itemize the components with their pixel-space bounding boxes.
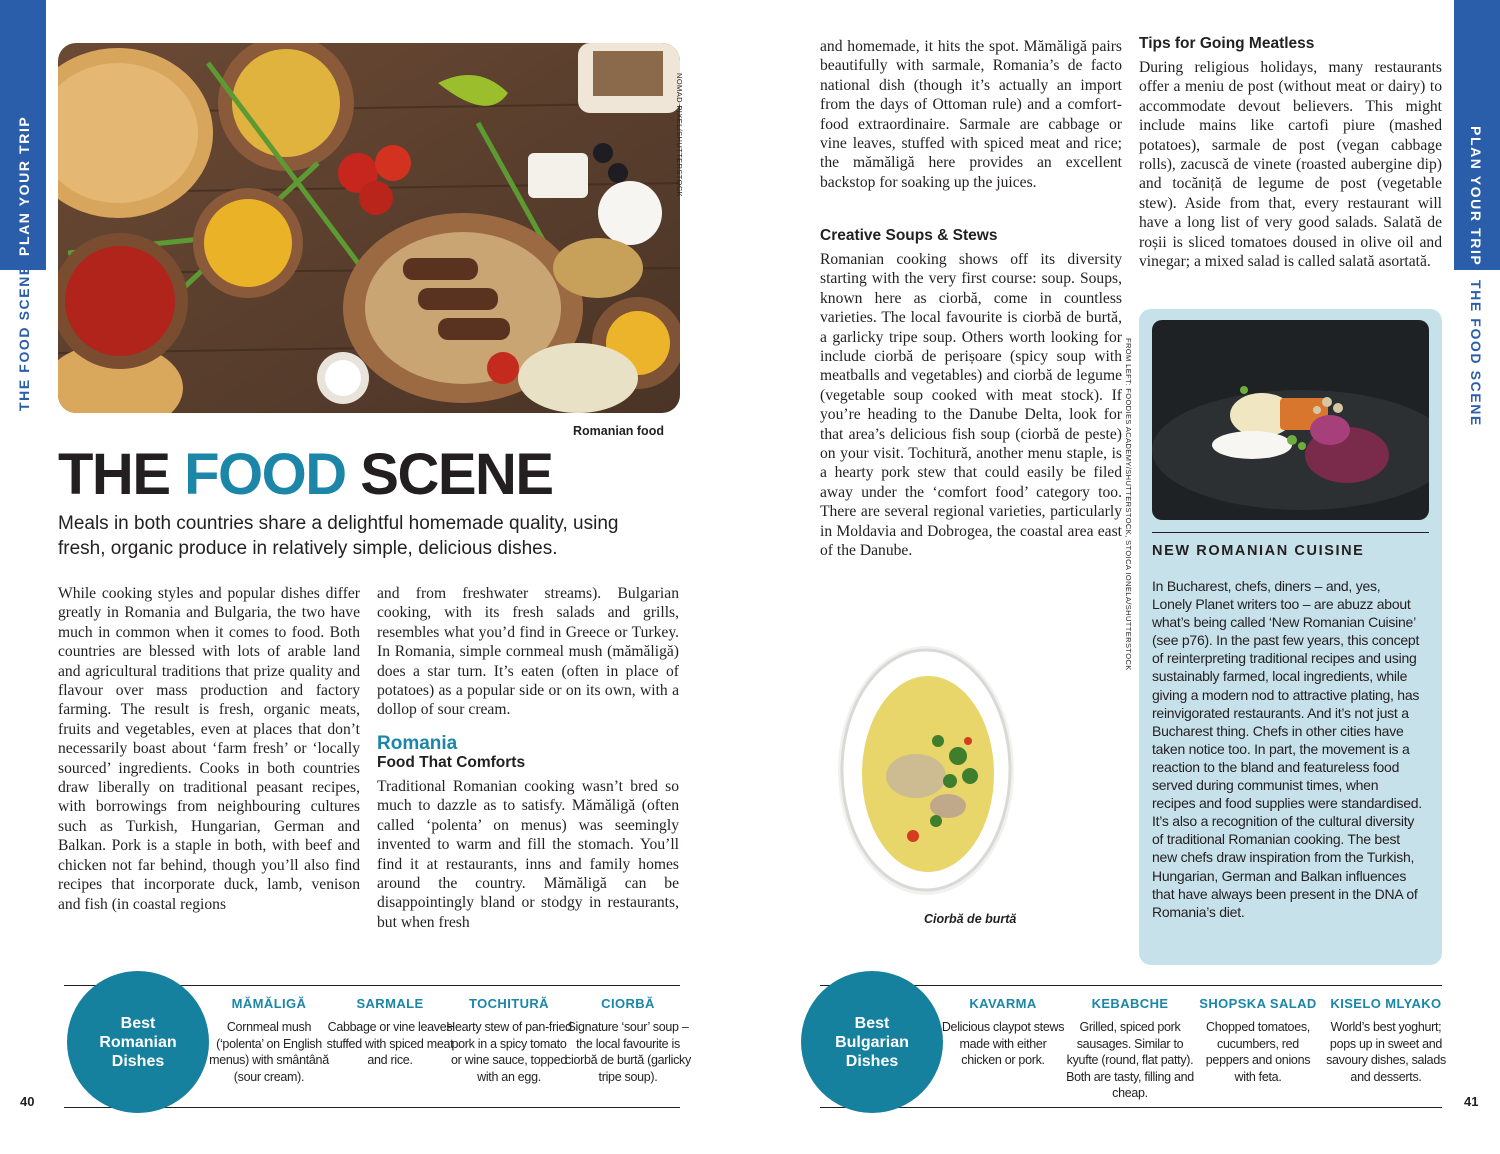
right-section-label: PLAN YOUR TRIP [1468, 126, 1484, 267]
soup-photo [838, 646, 1014, 895]
romanian-dish [326, 996, 454, 1069]
dish-name: KAVARMA [969, 996, 1037, 1011]
best-bulgarian-label: Best Bulgarian Dishes [835, 1014, 909, 1070]
dish-description: Grilled, spiced pork sausages. Similar to kyufte (round, flat patty). Both are tasty, filling and cheap. [1066, 1020, 1194, 1101]
dish-name: KEBABCHE [1091, 996, 1169, 1011]
body-column-1: While cooking styles and popular dishes differ greatly in Romania and Bulgaria, the two have much in common when it comes to food. Both countries are blessed with lots of arable land and agricultural traditions that prize quality and flavour over mass production and factory farming. The result is fresh, organic meats, fruits and vegetables, even at places that don’t necessarily boast about ‘farm fresh’ or ‘locally sourced’ ingredients. Cooks in both countries draw liberally on traditional peasant recipes, with borrowings from neighbouring cultures such as Turkish, Hungarian, German and Balkan. Pork is a staple in both, with beef and chicken not far behind, though you’ll also find recipes that incorporate duck, lamb, venison and fish (in coastal regions [58, 585, 360, 913]
new-romanian-cuisine-box [1139, 309, 1442, 965]
dish-name: SARMALE [356, 996, 424, 1011]
middle-photo-credit: FROM LEFT: FOODIES ACADEMY/SHUTTERSTOCK, STOICA IONELA/SHUTTERSTOCK [1124, 338, 1133, 671]
dish-description: Cornmeal mush (‘polenta’ on English menus) with smântână (sour cream). [209, 1020, 329, 1084]
soup-caption: Ciorbă de burtă [924, 912, 1017, 926]
intro-text: Meals in both countries share a delightful homemade quality, using fresh, organic produce in relatively simple, delicious dishes. [58, 513, 619, 559]
page-number-left: 40 [20, 1094, 35, 1109]
dish-name: KISELO MLYAKO [1330, 996, 1442, 1011]
dish-description: Delicious claypot stews made with either chicken or pork. [941, 1020, 1065, 1068]
best-romanian-badge [67, 971, 209, 1113]
sidebar-heading: NEW ROMANIAN CUISINE [1152, 532, 1429, 559]
bulgarian-strip-bottom-rule [820, 1107, 1442, 1108]
dish-description: Chopped tomatoes, cucumbers, red peppers and onions with feta. [1205, 1020, 1311, 1084]
bulgarian-dish [1322, 996, 1450, 1085]
dish-name: SHOPSKA SALAD [1199, 996, 1317, 1011]
dish-name: TOCHITURĂ [469, 996, 549, 1011]
body-column-3a: and homemade, it hits the spot. Mămăligă pairs beautifully with sarmale, Romania’s de facto national dish (though it’s actually an import from the days of Ottoman rule) and a comfort-food extraordinaire. Sarmale are cabbage or vine leaves, stuffed with spiced meat and rice; the mămăligă here provides an excellent backstop for soaking up the juices. [820, 38, 1122, 191]
dish-name: MĂMĂLIGĂ [231, 996, 307, 1011]
best-bulgarian-badge [801, 971, 943, 1113]
hero-caption: Romanian food [573, 424, 664, 438]
dish-description: Signature ‘sour’ soup – the local favourite is ciorbă de burtă (garlicky tripe soup). [565, 1020, 691, 1084]
bulgarian-dish [1066, 996, 1194, 1102]
romanian-dish [205, 996, 333, 1085]
left-section-label: PLAN YOUR TRIP [16, 115, 32, 256]
title-highlight: FOOD [184, 442, 346, 507]
dish-description: World’s best yoghurt; pops up in sweet and savoury dishes, salads and desserts. [1326, 1020, 1446, 1084]
title-part2: SCENE [345, 442, 553, 507]
dish-description: Cabbage or vine leaves stuffed with spiced meat and rice. [326, 1020, 454, 1068]
meatless-heading: Tips for Going Meatless [1139, 35, 1315, 52]
right-chapter-label: THE FOOD SCENE [1468, 280, 1484, 427]
page-number-right: 41 [1464, 1094, 1479, 1109]
sidebar-body: In Bucharest, chefs, diners – and, yes, Lonely Planet writers too – are abuzz about what’s being called ‘New Romanian Cuisine’ (see p76). In the past few years, this concept of reinterpreting traditional recipes and using sustainably farmed, local ingredients, while giving a modern nod to attractive plating, has reinvigorated restaurants. And it’s not just a Bucharest thing. Chefs in other cities have taken notice too. In part, the movement is a reaction to the bland and featureless food served during communist times, when recipes and food supplies were standardised. It’s also a recognition of the cultural diversity of traditional Romanian cooking. The best new chefs draw inspiration from the Turkish, Hungarian, German and Balkan influences that have always been present in the DNA of Romania’s diet. [1152, 578, 1422, 920]
bulgarian-dish [1194, 996, 1322, 1085]
plated-dish-photo [1152, 320, 1429, 520]
romanian-dish [564, 996, 692, 1085]
bulgarian-dish [939, 996, 1067, 1069]
dish-description: Hearty stew of pan-fried pork in a spicy tomato or wine sauce, topped with an egg. [446, 1020, 572, 1084]
soups-heading: Creative Soups & Stews [820, 227, 998, 244]
dish-name: CIORBĂ [601, 996, 655, 1011]
best-romanian-label: Best Romanian Dishes [99, 1014, 177, 1070]
body-column-3b: Romanian cooking shows off its diversity starting with the very first course: soup. Soups, known here as ciorbă, come in countless varieties. The local favourite is ciorbă de burtă, a garlicky tripe soup. Others worth looking for include ciorbă de perișoare (spicy soup with meatballs and vegetables) and ciorbă de legume (vegetable soup cooked with meat stock). If you’re heading to the Danube Delta, look for that area’s delicious fish soup (ciorbă de peste) on your visit. Tochitură, another menu staple, is a hearty pork stew that could easily be filed away under the ‘comfort food’ category too. There are several regional varieties, particularly in Moldavia and Dobrogea, the coastal area east of the Danube. [820, 251, 1122, 560]
romania-heading: Romania [377, 733, 458, 754]
left-chapter-label: THE FOOD SCENE [16, 264, 32, 411]
body-column-2a: and from freshwater streams). Bulgarian cooking, with its fresh salads and grills, resembles what you’d find in Greece or Turkey. In Romania, simple cornmeal mush (mămăligă) does a star turn. It’s eaten (often in place of potatoes) as a popular side or on its own, with a dollop of sour cream. [377, 585, 679, 719]
title-part1: THE [58, 442, 185, 507]
body-column-4: During religious holidays, many restaurants offer a meniu de post (without meat or dairy) to accommodate devout believers. This might include mains like cartofi piure (mashed potatoes), sarmale de post (vegan cabbage rolls), zacuscă de vinete (roasted aubergine dip) and tocăniță de legume de post (vegetable stew). Aside from that, every restaurant will have a long list of very good salads. Salată de roșii is sliced tomatoes doused in olive oil and vinegar; a mixed salad is called salată asortată. [1139, 59, 1442, 271]
hero-photo-credit: NOMAD PIXEL/SHUTTERSTOCK [675, 73, 684, 198]
romania-subheading: Food That Comforts [377, 754, 526, 771]
romanian-dish [445, 996, 573, 1085]
hero-photo [58, 43, 680, 413]
page-title [58, 440, 553, 510]
body-column-2b: Traditional Romanian cooking wasn’t bred so much to dazzle as to satisfy. Mămăligă (often called ‘polenta’ on menus) was seemingly invented to warm and fill the stomach. You’ll find it at restaurants, inns and family homes around the country. Mămăligă can be disappointingly bland or stodgy in restaurants, but when fresh [377, 778, 679, 931]
